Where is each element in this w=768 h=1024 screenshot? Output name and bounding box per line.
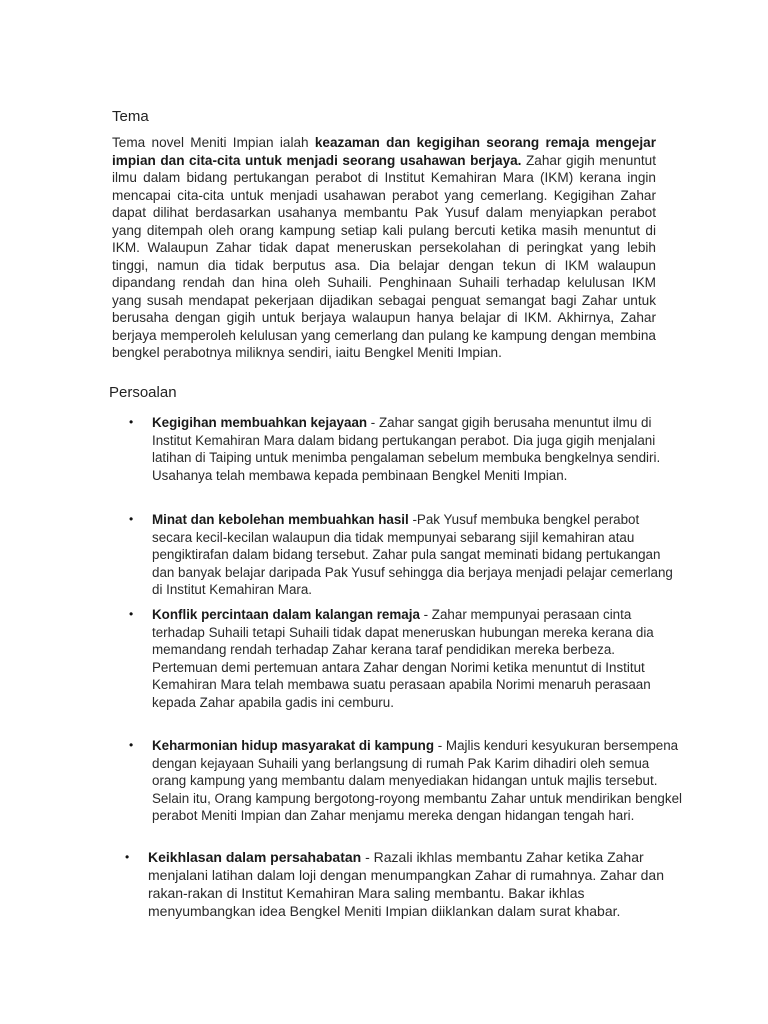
persoalan-bullet-item bbox=[129, 511, 677, 599]
persoalan-bullet-item bbox=[129, 414, 682, 484]
persoalan-bullet-item bbox=[125, 848, 668, 920]
bullet-text: -Pak Yusuf membuka bengkel perabot secara kecil-kecilan walaupun dia tidak mempunyai sebarang sijil kemahiran atau pengiktirafan dalam bidang tersebut. Zahar pula sangat meminati bidang pertukangan dan banyak belajar daripada Pak Yusuf sehingga dia berjaya menjadi pelajar cemerlang di Institut Kemahiran Mara. bbox=[152, 512, 673, 597]
persoalan-heading: Persoalan bbox=[109, 384, 177, 401]
bullet-marker: • bbox=[125, 850, 130, 864]
bullet-title: Konflik percintaan dalam kalangan remaja bbox=[152, 607, 420, 622]
bullet-title: Keharmonian hidup masyarakat di kampung bbox=[152, 738, 435, 753]
bullet-marker: • bbox=[129, 415, 134, 429]
bullet-marker: • bbox=[129, 512, 134, 526]
tema-bold-text: keazaman dan kegigihan seorang remaja mengejar impian dan cita-cita untuk menjadi seorang usahawan berjaya. bbox=[112, 135, 656, 168]
bullet-title: Minat dan kebolehan membuahkan hasil bbox=[152, 512, 409, 527]
tema-paragraph bbox=[112, 134, 656, 362]
persoalan-bullet-item bbox=[129, 737, 682, 825]
bullet-text: - Razali ikhlas membantu Zahar ketika Zahar menjalani latihan dalam loji dengan menumpangkan Zahar di rumahnya. Zahar dan rakan-rakan di Institut Kemahiran Mara saling membantu. Bakar ikhlas menyumbangkan idea Bengkel Meniti Impian diiklankan dalam surat khabar. bbox=[148, 849, 664, 919]
tema-heading: Tema bbox=[112, 108, 149, 125]
bullet-marker: • bbox=[129, 738, 134, 752]
persoalan-bullet-item bbox=[129, 606, 682, 711]
tema-intro-text: Tema novel Meniti Impian ialah bbox=[112, 135, 315, 150]
bullet-text: - Zahar mempunyai perasaan cinta terhadap Suhaili tetapi Suhaili tidak dapat meneruskan hubungan mereka kerana dia memandang rendah terhadap Zahar kerana taraf pendidikan mereka berbeza. Pertemuan demi pertemuan antara Zahar dengan Norimi ketika menuntut di Institut Kemahiran Mara telah membawa suatu perasaan apabila Norimi menaruh perasaan kepada Zahar apabila gadis ini cemburu. bbox=[152, 607, 654, 710]
bullet-text: - Majlis kenduri kesyukuran bersempena dengan kejayaan Suhaili yang berlangsung di rumah Pak Karim dihadiri oleh semua orang kampung yang membantu dalam menyediakan hidangan untuk majlis tersebut. Selain itu, Orang kampung bergotong-royong membantu Zahar untuk mendirikan bengkel perabot Meniti Impian dan Zahar menjamu mereka dengan hidangan tengah hari. bbox=[152, 738, 682, 823]
bullet-title: Keikhlasan dalam persahabatan bbox=[148, 849, 362, 865]
tema-rest-text: Zahar gigih menuntut ilmu dalam bidang pertukangan perabot di Institut Kemahiran Mara (IKM) kerana ingin mencapai cita-cita untuk menjadi usahawan perabot yang cemerlang. Kegigihan Zahar dapat dilihat berdasarkan usahanya membantu Pak Yusuf dalam menyiapkan perabot yang ditempah oleh orang kampung setiap kali pulang bercuti ketika masih menuntut di IKM. Walaupun Zahar tidak dapat meneruskan persekolahan di peringkat yang lebih tinggi, namun dia tidak berputus asa. Dia belajar dengan tekun di IKM walaupun dipandang rendah dan hina oleh Suhaili. Penghinaan Suhaili terhadap kelulusan IKM yang susah mendapat pekerjaan dijadikan sebagai penguat semangat bagi Zahar untuk berusaha dengan gigih untuk berjaya walaupun hanya belajar di IKM. Akhirnya, Zahar berjaya memperoleh kelulusan yang cemerlang dan pulang ke kampung dengan membina bengkel perabotnya miliknya sendiri, iaitu Bengkel Meniti Impian. bbox=[112, 152, 656, 360]
bullet-marker: • bbox=[129, 607, 134, 621]
bullet-title: Kegigihan membuahkan kejayaan bbox=[152, 415, 368, 430]
bullet-text: - Zahar sangat gigih berusaha menuntut ilmu di Institut Kemahiran Mara dalam bidang pertukangan perabot. Dia juga gigih menjalani latihan di Taiping untuk menimba pengalaman sebelum membuka bengkelnya sendiri. Usahanya telah membawa kepada pembinaan Bengkel Meniti Impian. bbox=[152, 415, 661, 483]
